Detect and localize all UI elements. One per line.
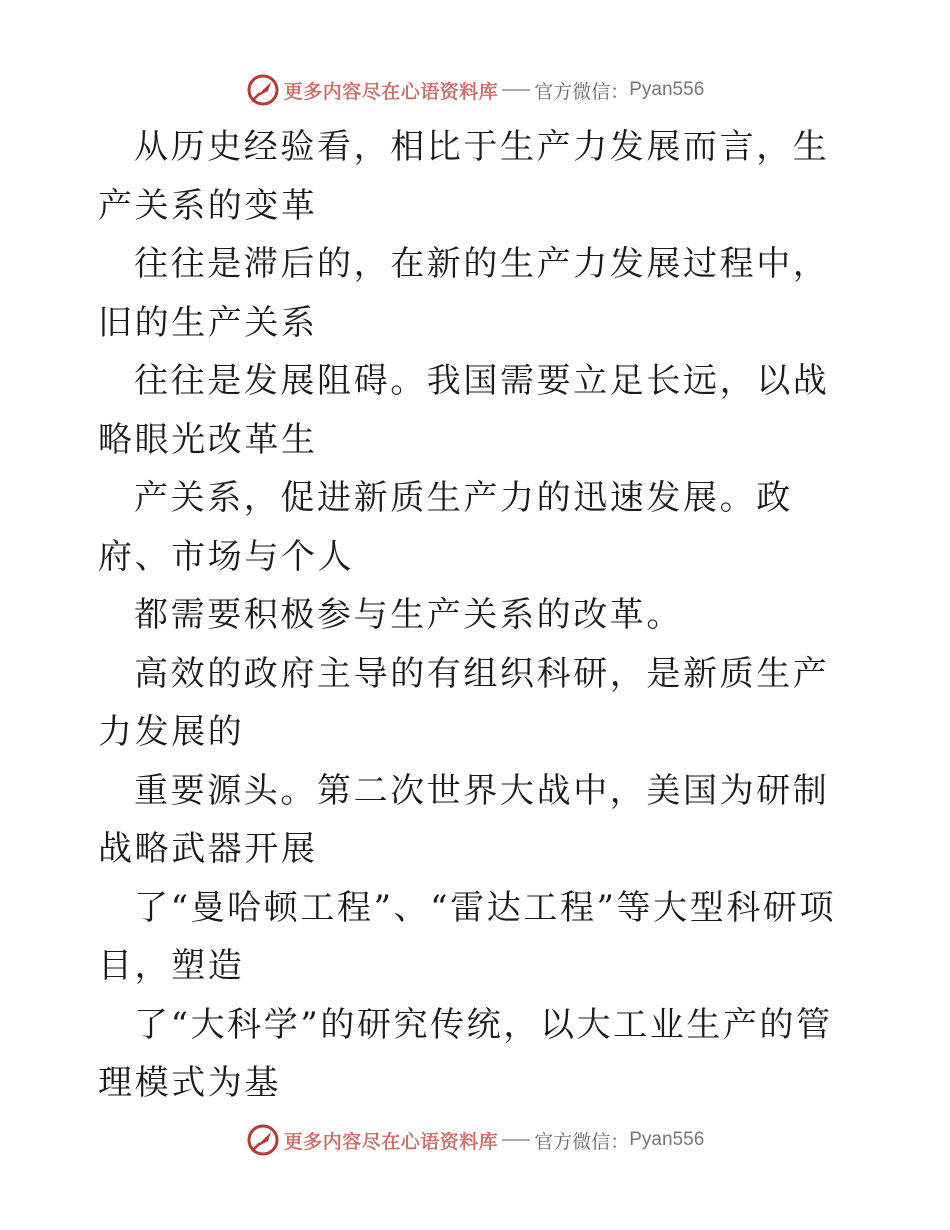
brand-name: 更多内容尽在心语资料库 <box>283 80 499 103</box>
paragraph: 高效的政府主导的有组织科研，是新质生产力发展的 <box>98 653 830 752</box>
separator-dash <box>502 89 530 91</box>
paragraph: 了“曼哈顿工程”、“雷达工程”等大型科研项目，塑造 <box>98 887 837 986</box>
paragraph: 产关系，促进新质生产力的迅速发展。政府、市场与个人 <box>98 478 793 577</box>
footer-banner <box>0 1120 950 1160</box>
brand-name: 更多内容尽在心语资料库 <box>283 1130 499 1153</box>
wechat-id: Pyan556 <box>629 79 705 100</box>
paragraph: 从历史经验看，相比于生产力发展而言，生产关系的变革 <box>98 127 830 226</box>
separator-dash <box>502 1139 530 1141</box>
wechat-id: Pyan556 <box>629 1129 705 1150</box>
wechat-label: 官方微信： <box>534 1130 630 1153</box>
paragraph: 往往是发展阻碍。我国需要立足长远，以战略眼光改革生 <box>98 361 830 460</box>
header-banner <box>0 70 950 110</box>
paragraph: 都需要积极参与生产关系的改革。 <box>134 595 683 635</box>
wechat-label: 官方微信： <box>534 80 630 103</box>
quill-logo-icon <box>246 1123 280 1157</box>
paragraph: 了“大科学”的研究传统，以大工业生产的管理模式为基 <box>98 1004 833 1103</box>
paragraph: 重要源头。第二次世界大战中，美国为研制战略武器开展 <box>98 770 830 869</box>
quill-logo-icon <box>246 73 280 107</box>
document-body <box>98 118 858 1113</box>
paragraph: 往往是滞后的，在新的生产力发展过程中，旧的生产关系 <box>98 244 830 343</box>
